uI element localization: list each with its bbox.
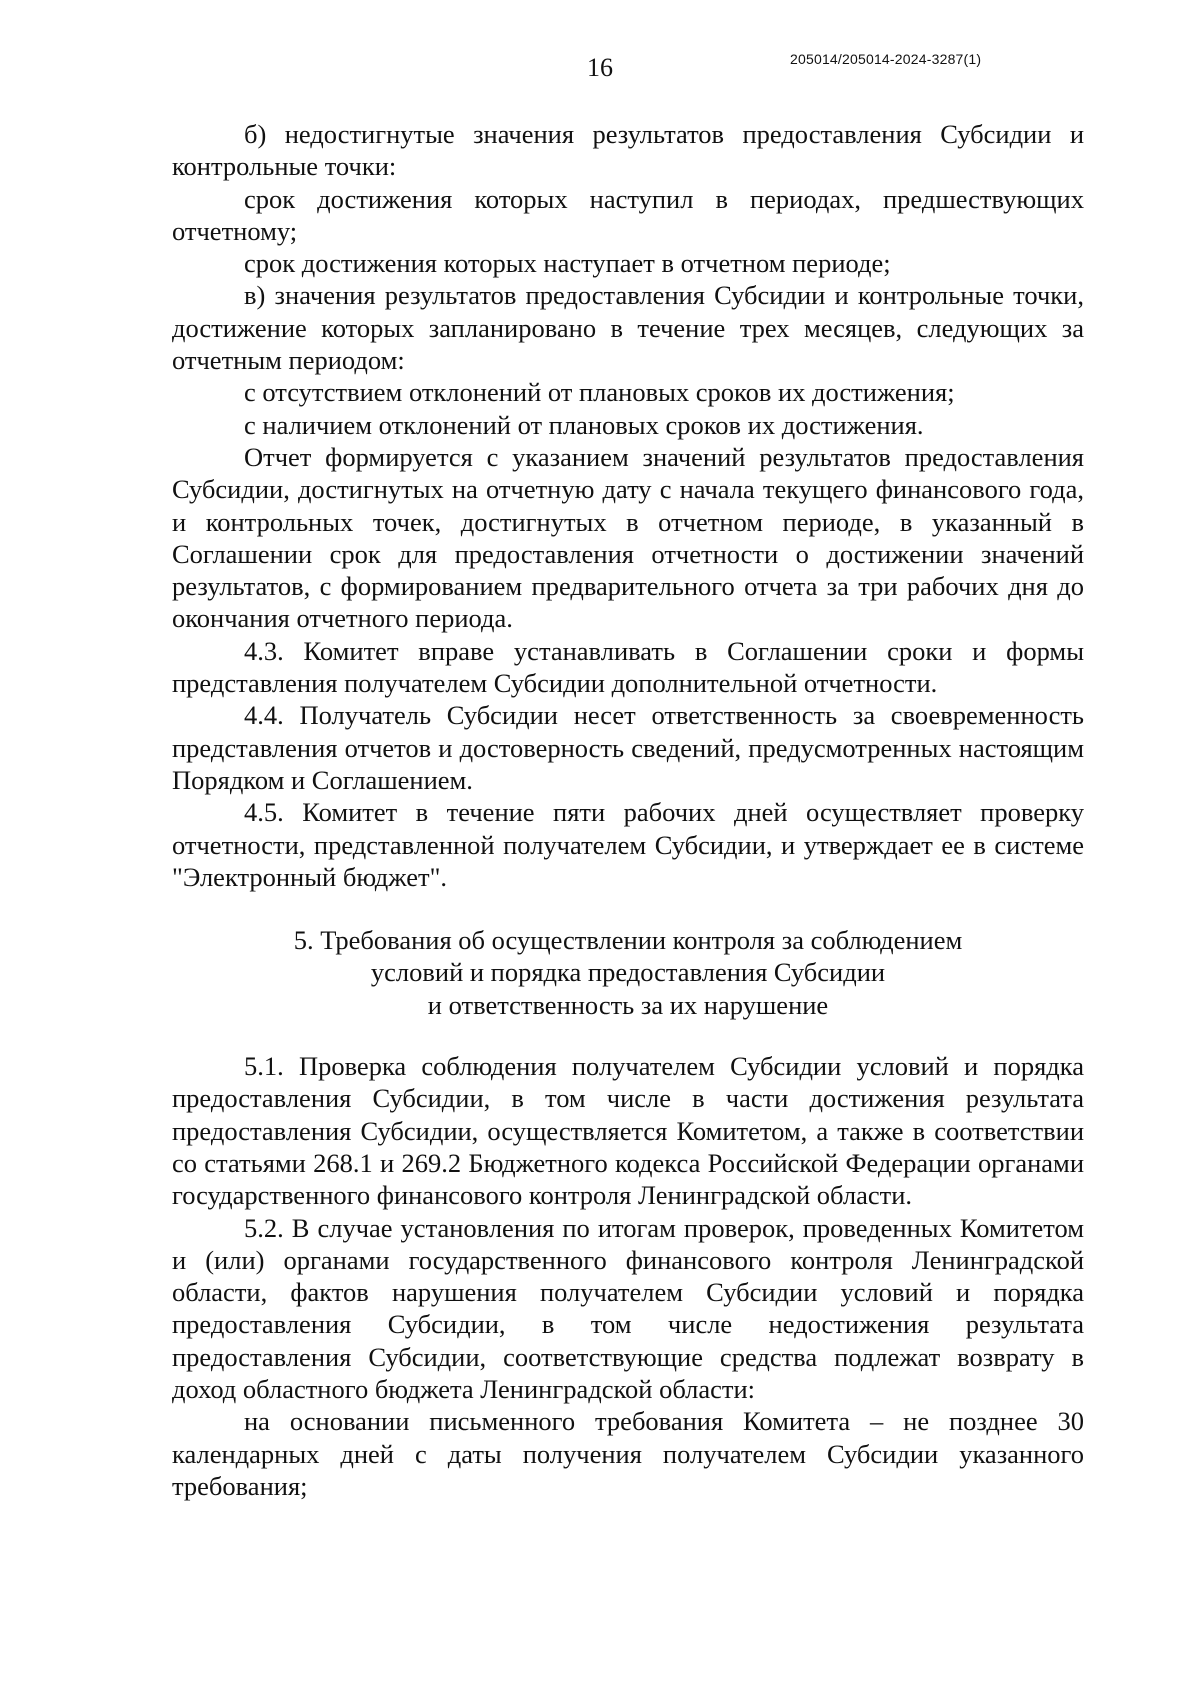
section-heading-line: и ответственность за их нарушение <box>427 989 829 1020</box>
paragraph: с наличием отклонений от плановых сроков их достижения. <box>244 409 924 440</box>
paragraph: 4.4. Получатель Субсидии несет ответственность за своевременность представления отчетов и достоверность сведений, предусмотренных настоящим Порядком и Соглашением. <box>172 700 1084 795</box>
paragraph: срок достижения которых наступает в отчетном периоде; <box>244 248 891 279</box>
paragraph: срок достижения которых наступил в периодах, предшествующих отчетному; <box>172 183 1084 246</box>
section-heading <box>172 924 1084 1021</box>
paragraph: Отчет формируется с указанием значений результатов предоставления Субсидии, достигнутых на отчетную дату с начала текущего финансового года, и контрольных точек, достигнутых в отчетном периоде, в указанный в Соглашении срок для предоставления отчетности о достижении значений результатов, с формированием предварительного отчета за три рабочих дня до окончания отчетного периода. <box>172 441 1084 634</box>
paragraph: в) значения результатов предоставления Субсидии и контрольные точки, достижение которых запланировано в течение трех месяцев, следующих за отчетным периодом: <box>172 280 1084 376</box>
paragraph: с отсутствием отклонений от плановых сроков их достижения; <box>244 377 955 408</box>
paragraph: 4.3. Комитет вправе устанавливать в Соглашении сроки и формы представления получателем Субсидии дополнительной отчетности. <box>172 635 1084 699</box>
paragraph: 4.5. Комитет в течение пяти рабочих дней осуществляет проверку отчетности, представленной получателем Субсидии, и утверждает ее в системе "Электронный бюджет". <box>172 797 1084 892</box>
page-number: 16 <box>587 53 613 82</box>
paragraph: 5.1. Проверка соблюдения получателем Субсидии условий и порядка предоставления Субсидии, в том числе в части достижения результата предоставления Субсидии, осуществляется Комитетом, а также в соответствии со статьями 268.1 и 269.2 Бюджетного кодекса Российской Федерации органами государственного финансового контроля Ленинградской области. <box>172 1051 1084 1211</box>
paragraph: 5.2. В случае установления по итогам проверок, проведенных Комитетом и (или) органами государственного финансового контроля Ленинградской области, фактов нарушения получателем Субсидии условий и порядка предоставления Субсидии, в том числе недостижения результата предоставления Субсидии, соответствующие средства подлежат возврату в доход областного бюджета Ленинградской области: <box>172 1212 1084 1404</box>
paragraph: б) недостигнутые значения результатов предоставления Субсидии и контрольные точки: <box>172 119 1084 182</box>
paragraph: на основании письменного требования Комитета – не позднее 30 календарных дней с даты получения получателем Субсидии указанного требования; <box>172 1406 1084 1501</box>
document-id: 205014/205014-2024-3287(1) <box>790 51 982 67</box>
document-body <box>172 118 1084 1502</box>
section-heading-line: 5. Требования об осуществлении контроля за соблюдением <box>293 925 963 956</box>
section-heading-line: условий и порядка предоставления Субсидии <box>370 957 886 988</box>
